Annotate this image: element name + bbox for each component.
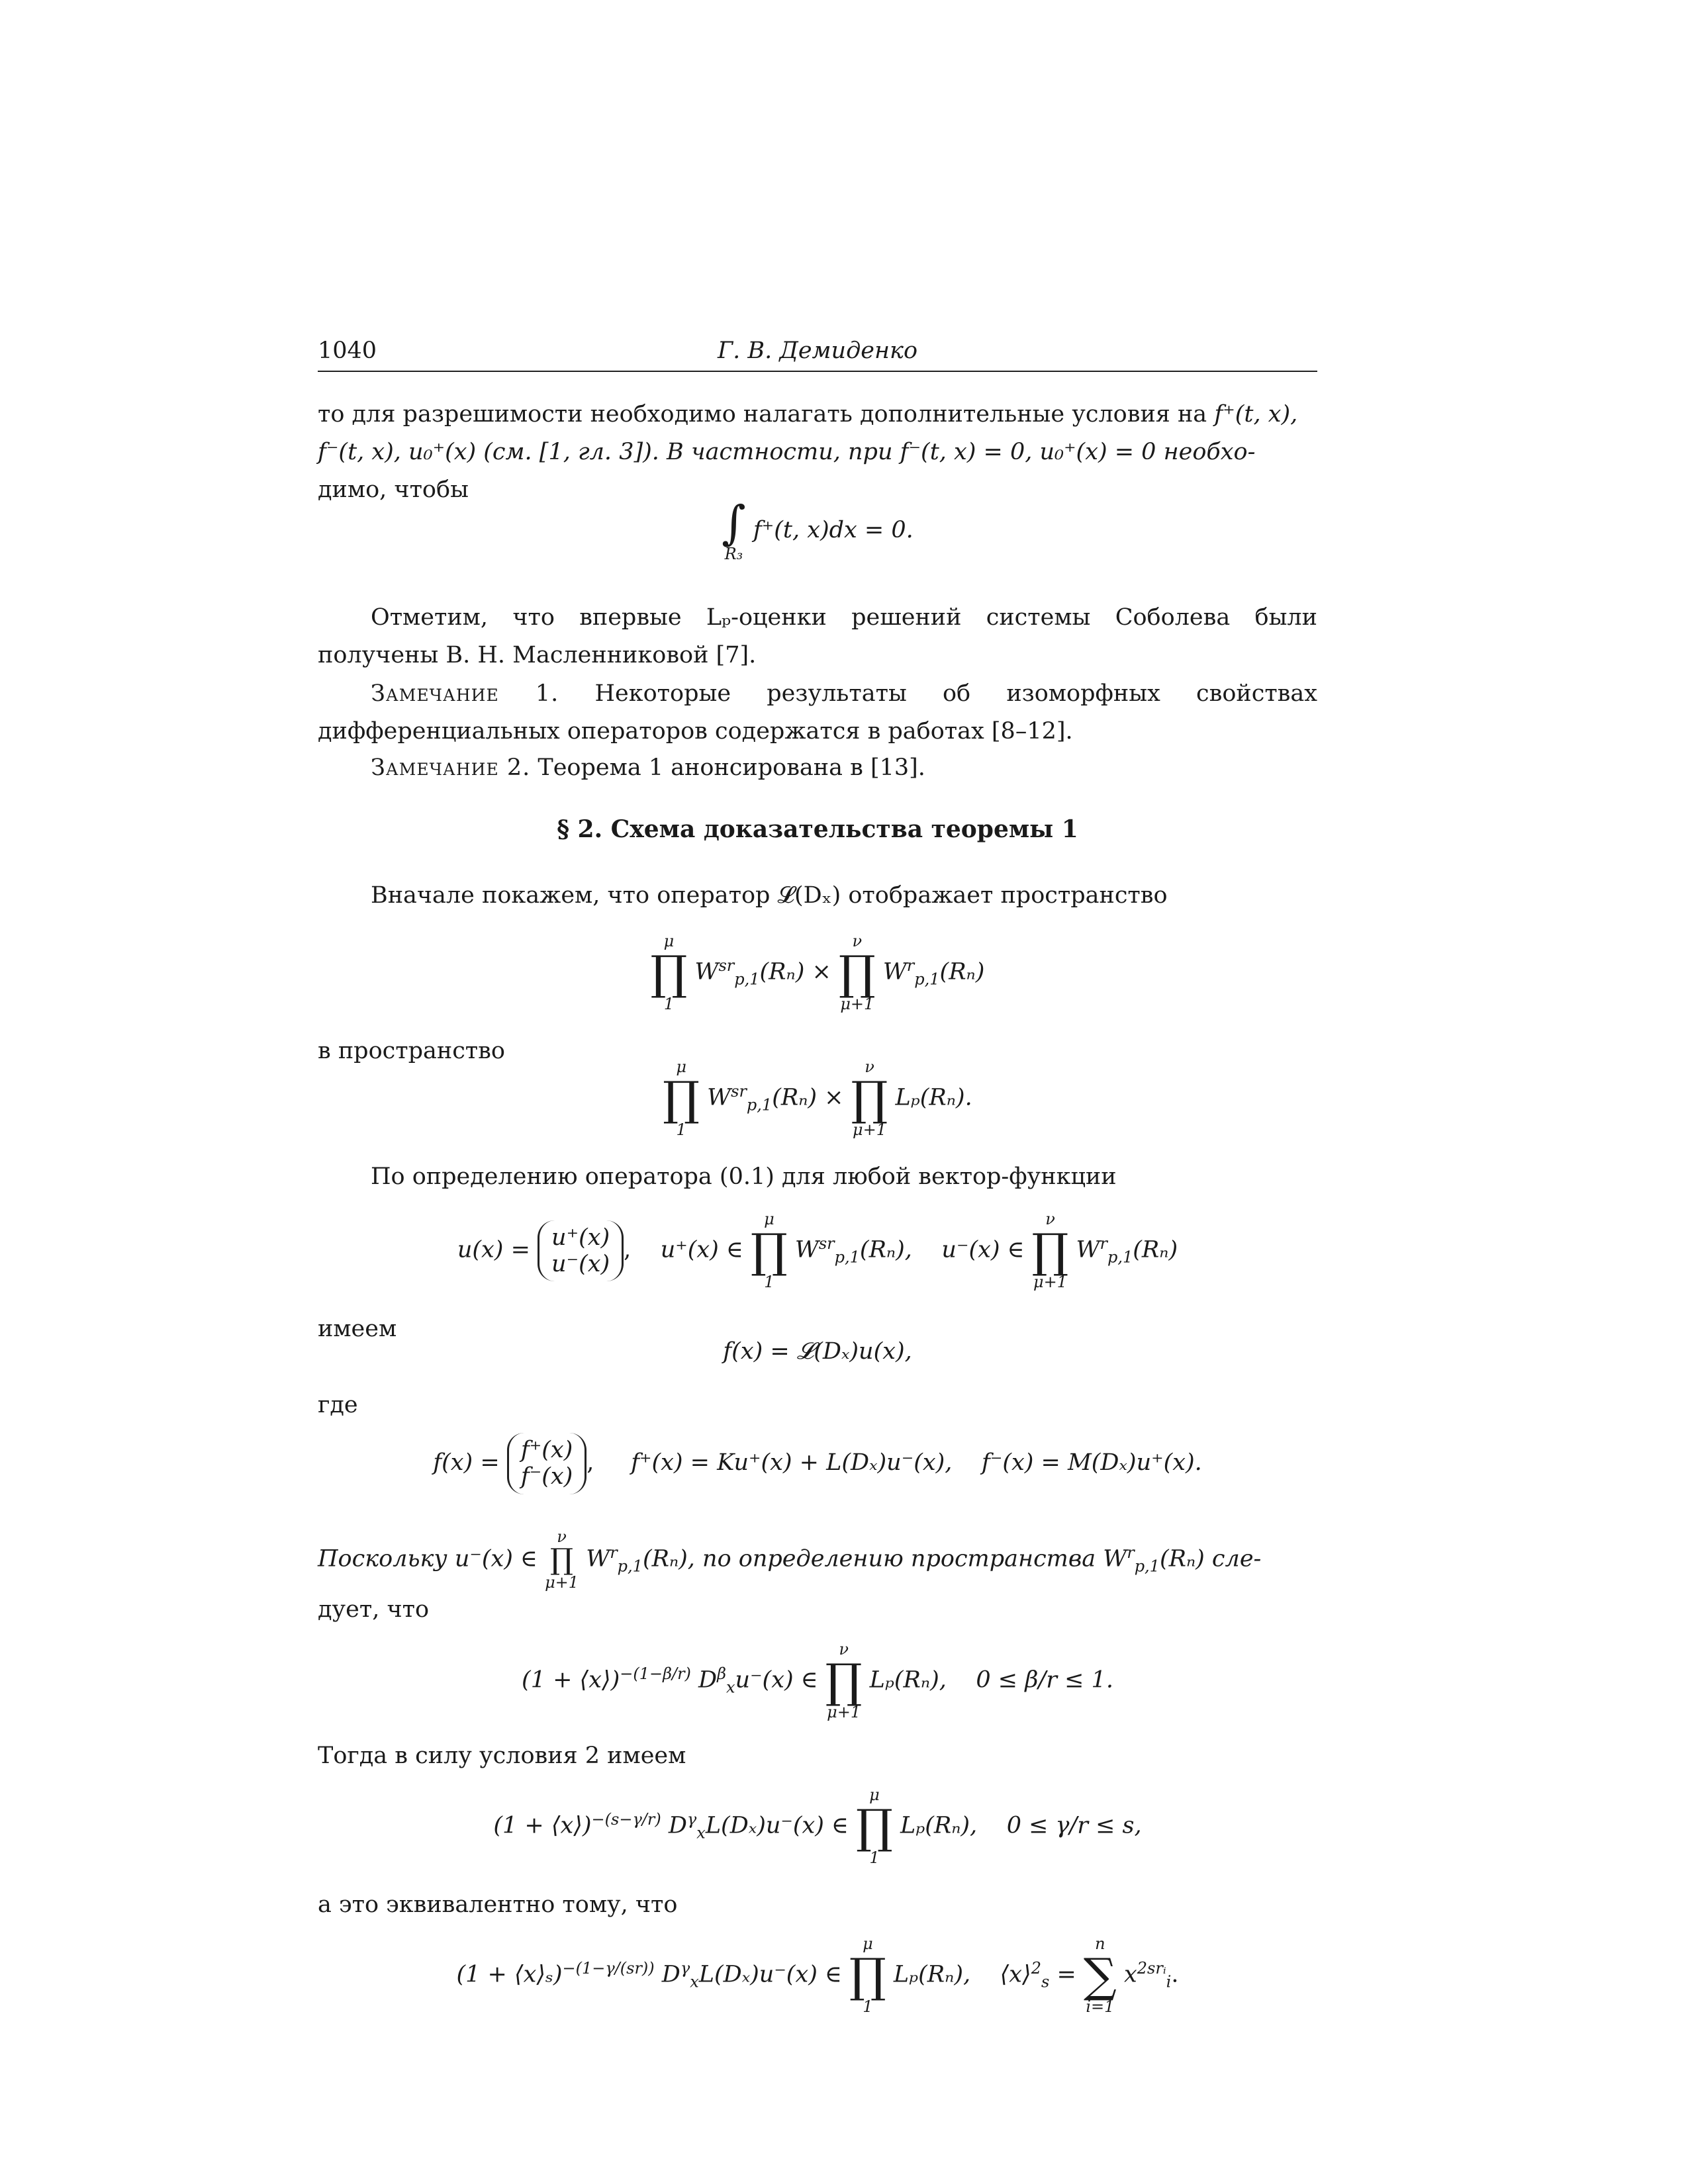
eq9-rhs: Lₚ(Rₙ), — [893, 1961, 971, 1988]
prod-lower: μ+1 — [840, 995, 874, 1014]
eq2-right-sup: r — [906, 956, 915, 976]
eq7-exp: −(1−β/r) — [620, 1664, 691, 1684]
prod-lower: 1 — [663, 995, 675, 1014]
paragraph-6: имеем — [318, 1316, 397, 1342]
eq3-left-sup: sr — [731, 1082, 747, 1101]
prod-upper: μ — [764, 1210, 774, 1228]
product-sign: ν ∏ μ+1 — [825, 1640, 863, 1722]
prod-lower: 1 — [676, 1120, 686, 1140]
prod-lower: μ+1 — [827, 1703, 861, 1722]
equation-f-eq: f(x) = 𝓛(Dₓ)u(x), — [723, 1338, 912, 1365]
equation-space-2 — [318, 1059, 1317, 1138]
eq8-exp: −(s−γ/r) — [591, 1810, 661, 1829]
eq7-mid-rest: u⁻(x) ∈ — [735, 1666, 818, 1694]
eq2-right-sub: p,1 — [914, 970, 940, 989]
paragraph-9: Тогда в силу условия 2 имеем — [318, 1743, 686, 1769]
eq9-norm-sup: 2 — [1031, 1959, 1041, 1978]
remark-1 — [318, 675, 1317, 751]
paragraph-10: а это эквивалентно тому, что — [318, 1891, 678, 1918]
eq2-left-sup: sr — [718, 956, 735, 976]
prod-lower: μ+1 — [1033, 1273, 1068, 1292]
prod-lower: 1 — [863, 1997, 873, 2017]
eq8-mid: D — [668, 1812, 687, 1839]
eq4-w2: W — [1076, 1236, 1100, 1263]
eq8-lhs: (1 + ⟨x⟩) — [493, 1812, 592, 1839]
prod-upper: μ — [663, 932, 675, 950]
p8-b-sub: p,1 — [617, 1557, 643, 1576]
eq6-lhs: f(x) = — [433, 1449, 500, 1476]
eq3-right: Lₚ(Rₙ). — [895, 1084, 972, 1111]
prod-lower: μ+1 — [853, 1120, 886, 1140]
eq4-w2-sup: r — [1100, 1234, 1107, 1253]
eq8-rhs: Lₚ(Rₙ), — [900, 1812, 978, 1839]
eq7-mid: D — [698, 1666, 718, 1694]
p1-line1: то для разрешимости необходимо налагать дополнительные условия на — [318, 401, 1207, 428]
equation-space-1 — [318, 933, 1317, 1013]
eq6-fplus: f⁺(x) = Ku⁺(x) + L(Dₓ)u⁻(x), — [631, 1449, 953, 1476]
prod-upper: ν — [852, 932, 863, 950]
eq9-norm-sub: s — [1041, 1972, 1050, 1991]
prod-lower: 1 — [764, 1273, 774, 1292]
eq3-left-rest: (Rₙ) × — [772, 1084, 844, 1111]
eq9-mid-rest: L(Dₓ)u⁻(x) ∈ — [698, 1961, 842, 1988]
eq3-left-sub: p,1 — [746, 1095, 773, 1115]
remark-1-label: Замечание 1. — [371, 680, 559, 707]
eq9-sum-sub: i — [1166, 1972, 1172, 1991]
paragraph-2: Отметим, что впервые Lₚ-оценки решений системы Соболева были получены В. Н. Масленниковой [7]. — [318, 604, 1317, 668]
p8-a: Поскольку u⁻(x) ∈ — [318, 1545, 538, 1572]
equation-vector-u: u(x) = u⁺(x) u⁻(x), u⁺(x) ∈ μ ∏ 1 $W^{sr}_{p,1}(R_n)$, u⁻(x) ∈ ν ∏ μ+1 $W^r_{p,1}(R_n)$ — [457, 1210, 1178, 1292]
paragraph-8 — [318, 1529, 1317, 1629]
eq3-left: W — [707, 1084, 731, 1111]
vector-u — [538, 1220, 624, 1282]
eq9-equals: = — [1056, 1961, 1076, 1988]
eq4-cond2: u⁻(x) ∈ — [941, 1236, 1025, 1263]
eq7-rhs: Lₚ(Rₙ), — [869, 1666, 947, 1694]
eq9-lhs: (1 + ⟨x⟩ₛ) — [456, 1961, 563, 1988]
paragraph-7: где — [318, 1392, 358, 1418]
eq2-right-rest: (Rₙ) — [939, 958, 985, 985]
paragraph-5: По определению оператора (0.1) для любой вектор-функции — [371, 1163, 1117, 1190]
prod-upper: ν — [1045, 1210, 1055, 1228]
prod-upper: μ — [676, 1058, 686, 1076]
p1-fplus: f⁺(t, x), — [1214, 401, 1298, 428]
equation-gamma-1 — [318, 1787, 1317, 1866]
eq2-right: W — [882, 958, 907, 985]
prod-upper: ν — [839, 1640, 849, 1659]
vector-f — [507, 1433, 586, 1494]
product-sign: ν ∏ μ+1 — [1031, 1210, 1069, 1292]
running-title: Г. В. Демиденко — [717, 338, 918, 364]
eq4-w1: W — [794, 1236, 819, 1263]
product-sign: μ ∏ 1 — [849, 1934, 886, 2017]
product-sign: ν ∏ μ+1 — [545, 1527, 579, 1592]
eq8-cond: 0 ≤ γ/r ≤ s, — [1006, 1812, 1142, 1839]
prod-upper: ν — [557, 1527, 567, 1546]
eq4-w2-sub: p,1 — [1107, 1248, 1133, 1267]
remark-2-label: Замечание 2. — [371, 754, 531, 781]
eq4-lhs: u(x) = — [457, 1236, 530, 1263]
sum-upper: n — [1095, 1934, 1105, 1953]
eq9-sum-body: x — [1124, 1961, 1137, 1988]
eq9-mid-sup: γ — [680, 1959, 690, 1978]
running-header — [318, 338, 1317, 372]
prod-upper: ν — [865, 1058, 874, 1076]
integral-sign: ∫ R₃ — [722, 496, 746, 563]
eq4-w1-sub: p,1 — [834, 1248, 860, 1267]
prod-lower: μ+1 — [545, 1573, 579, 1592]
paragraph-4: в пространство — [318, 1038, 505, 1064]
eq9-mid: D — [661, 1961, 680, 1988]
eq9-sum-sup: 2srᵢ — [1137, 1959, 1166, 1978]
eq8-mid-rest: L(Dₓ)u⁻(x) ∈ — [705, 1812, 849, 1839]
vector-f-bottom: f⁻(x) — [520, 1463, 573, 1490]
paragraph-1 — [318, 396, 1317, 509]
p1-line2: f⁻(t, x), u₀⁺(x) (см. [1, гл. 3]). В частности, при f⁻(t, x) = 0, u₀⁺(x) = 0 необхо- — [318, 439, 1256, 465]
eq4-w2-rest: (Rₙ) — [1133, 1236, 1178, 1263]
eq7-cond: 0 ≤ β/r ≤ 1. — [976, 1666, 1113, 1694]
sum-sign: n ∑ i=1 — [1083, 1934, 1117, 2017]
prod-upper: μ — [869, 1786, 880, 1804]
eq9-norm: ⟨x⟩ — [1000, 1961, 1031, 1988]
product-sign: ν ∏ μ+1 — [838, 932, 876, 1014]
eq9-exp: −(1−γ/(sr)) — [562, 1959, 655, 1978]
eq9-mid-sub: x — [690, 1972, 699, 1991]
page-number: 1040 — [318, 338, 377, 364]
eq6-fminus: f⁻(x) = M(Dₓ)u⁺(x). — [981, 1449, 1202, 1476]
product-sign: ν ∏ μ+1 — [851, 1058, 888, 1140]
p8-c: (Rₙ), по определению пространства W — [642, 1545, 1127, 1572]
remark-2-text: Теорема 1 анонсирована в [13]. — [538, 754, 925, 781]
equation-gamma-2: (1 + ⟨x⟩ₛ)$^{-(1-\gamma/(sr))}$ $D^\gamma_xL(D_x)u^-(x)$ ∈ μ ∏ 1 Lₚ(Rₙ), ⟨x⟩$^2_s$ = n ∑ i=1 $x^{2srᵢ}_i$. — [456, 1934, 1179, 2017]
eq7-mid-sup: β — [717, 1664, 726, 1684]
eq8-mid-sub: x — [696, 1823, 706, 1843]
product-sign: μ ∏ 1 — [751, 1210, 788, 1292]
p8-e: дует, что — [318, 1596, 430, 1623]
eq7-lhs: (1 + ⟨x⟩) — [522, 1666, 620, 1694]
p8-d: (Rₙ) сле- — [1159, 1545, 1262, 1572]
p8-c-sub: p,1 — [1134, 1557, 1160, 1576]
equation-integral — [318, 496, 1317, 563]
eq8-mid-sup: γ — [686, 1810, 697, 1829]
equation-beta — [318, 1641, 1317, 1721]
p8-b: W — [586, 1545, 610, 1572]
remark-2 — [318, 749, 1317, 787]
p1-line3: димо, чтобы — [318, 477, 469, 503]
section-title: § 2. Схема доказательства теоремы 1 — [557, 815, 1078, 843]
vector-u-bottom: u⁻(x) — [551, 1251, 610, 1278]
product-sign: μ ∏ 1 — [663, 1058, 700, 1140]
sum-lower: i=1 — [1086, 1997, 1115, 2017]
vector-u-top: u⁺(x) — [551, 1224, 610, 1251]
product-sign: μ ∏ 1 — [650, 932, 688, 1014]
eq4-w1-rest: (Rₙ), — [859, 1236, 912, 1263]
eq4-cond1: u⁺(x) ∈ — [660, 1236, 743, 1263]
vector-f-top: f⁺(x) — [520, 1437, 573, 1463]
integral-domain: R₃ — [724, 545, 743, 563]
integral-integrand: f⁺(t, x)dx = 0. — [753, 517, 914, 544]
eq2-left: W — [694, 958, 719, 985]
paragraph-3: Вначале покажем, что оператор 𝓛(Dₓ) отображает пространство — [371, 882, 1168, 909]
eq4-w1-sup: sr — [818, 1234, 835, 1253]
p8-b-sup: r — [610, 1543, 618, 1563]
eq2-left-rest: (Rₙ) × — [759, 958, 831, 985]
prod-upper: μ — [863, 1934, 873, 1953]
eq7-mid-sub: x — [726, 1678, 735, 1697]
remark-1-text: Некоторые результаты об изоморфных свойствах дифференциальных операторов содержатся в работах [8–12]. — [318, 680, 1317, 745]
eq2-left-sub: p,1 — [734, 970, 760, 989]
p8-c-sup: r — [1127, 1543, 1135, 1563]
product-sign: μ ∏ 1 — [856, 1786, 893, 1868]
equation-vector-f: f(x) = f⁺(x) f⁻(x), f⁺(x) = Ku⁺(x) + L(Dₓ)u⁻(x), f⁻(x) = M(Dₓ)u⁺(x). — [318, 1433, 1317, 1494]
prod-lower: 1 — [869, 1848, 880, 1868]
